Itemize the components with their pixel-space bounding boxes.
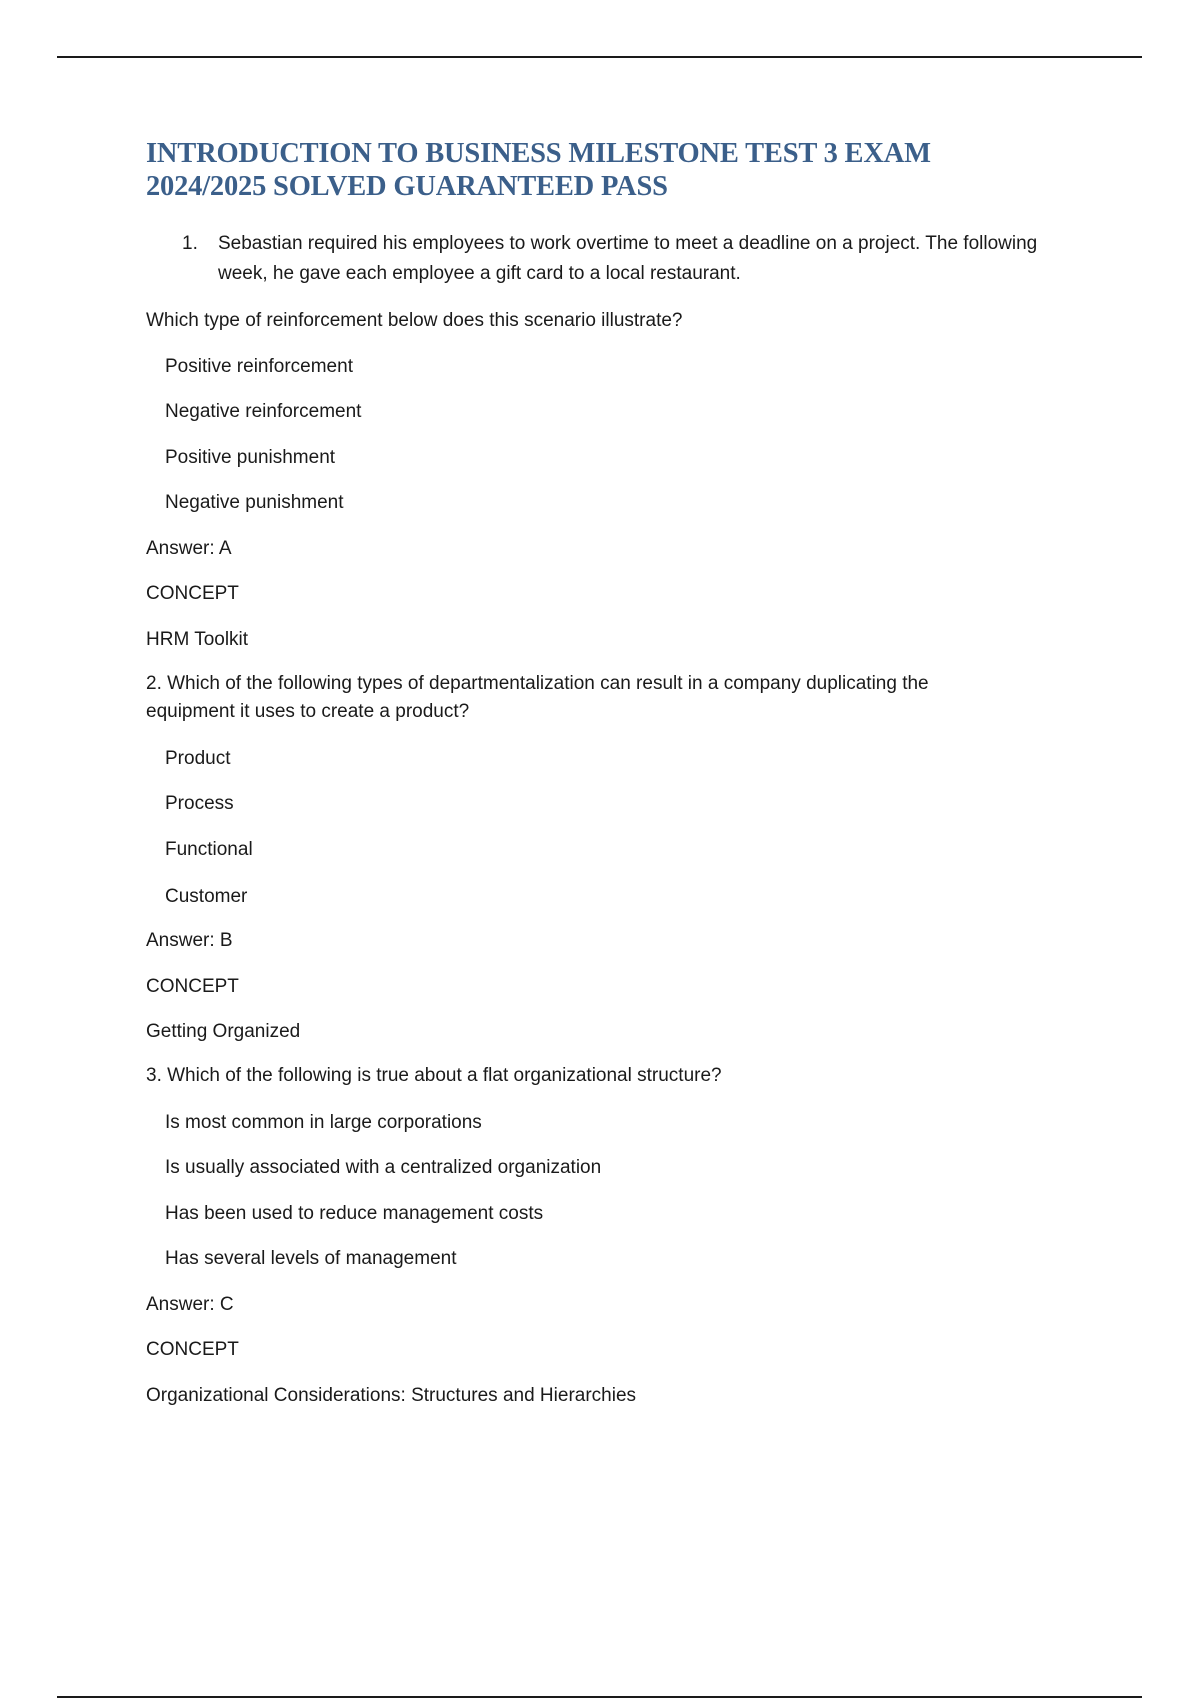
concept-topic: HRM Toolkit [146, 629, 249, 650]
document-title: INTRODUCTION TO BUSINESS MILESTONE TEST 3 EXAM 2024/2025 SOLVED GUARANTEED PASS [146, 138, 931, 202]
concept-topic: Getting Organized [146, 1021, 301, 1042]
concept-label: CONCEPT [146, 976, 239, 997]
question-text: Sebastian required his employees to work overtime to meet a deadline on a project. The following week, he gave each employee a gift card to a local restaurant. [218, 233, 1038, 284]
option-b: Process [165, 793, 234, 814]
question-3-text: 3. Which of the following is true about a flat organizational structure? [146, 1065, 722, 1086]
option-a: Product [165, 748, 231, 769]
header-rule [57, 56, 1142, 58]
option-d: Customer [165, 886, 248, 907]
question-2-text: 2. Which of the following types of departmentalization can result in a company duplicating the equipment it uses to create a product? [146, 673, 929, 722]
question-number: 1. [182, 233, 198, 254]
option-a: Is most common in large corporations [165, 1112, 482, 1133]
answer-line: Answer: B [146, 930, 233, 951]
answer-line: Answer: A [146, 538, 232, 559]
question-prompt: Which type of reinforcement below does this scenario illustrate? [146, 310, 683, 331]
footer-rule [57, 1696, 1142, 1698]
option-c: Functional [165, 839, 253, 860]
concept-topic: Organizational Considerations: Structures and Hierarchies [146, 1385, 637, 1406]
concept-label: CONCEPT [146, 583, 239, 604]
answer-line: Answer: C [146, 1294, 234, 1315]
concept-label: CONCEPT [146, 1339, 239, 1360]
option-c: Has been used to reduce management costs [165, 1203, 544, 1224]
option-b: Is usually associated with a centralized organization [165, 1157, 602, 1178]
option-c: Positive punishment [165, 447, 336, 468]
option-a: Positive reinforcement [165, 356, 353, 377]
option-b: Negative reinforcement [165, 401, 362, 422]
option-d: Has several levels of management [165, 1248, 457, 1269]
option-d: Negative punishment [165, 492, 344, 513]
